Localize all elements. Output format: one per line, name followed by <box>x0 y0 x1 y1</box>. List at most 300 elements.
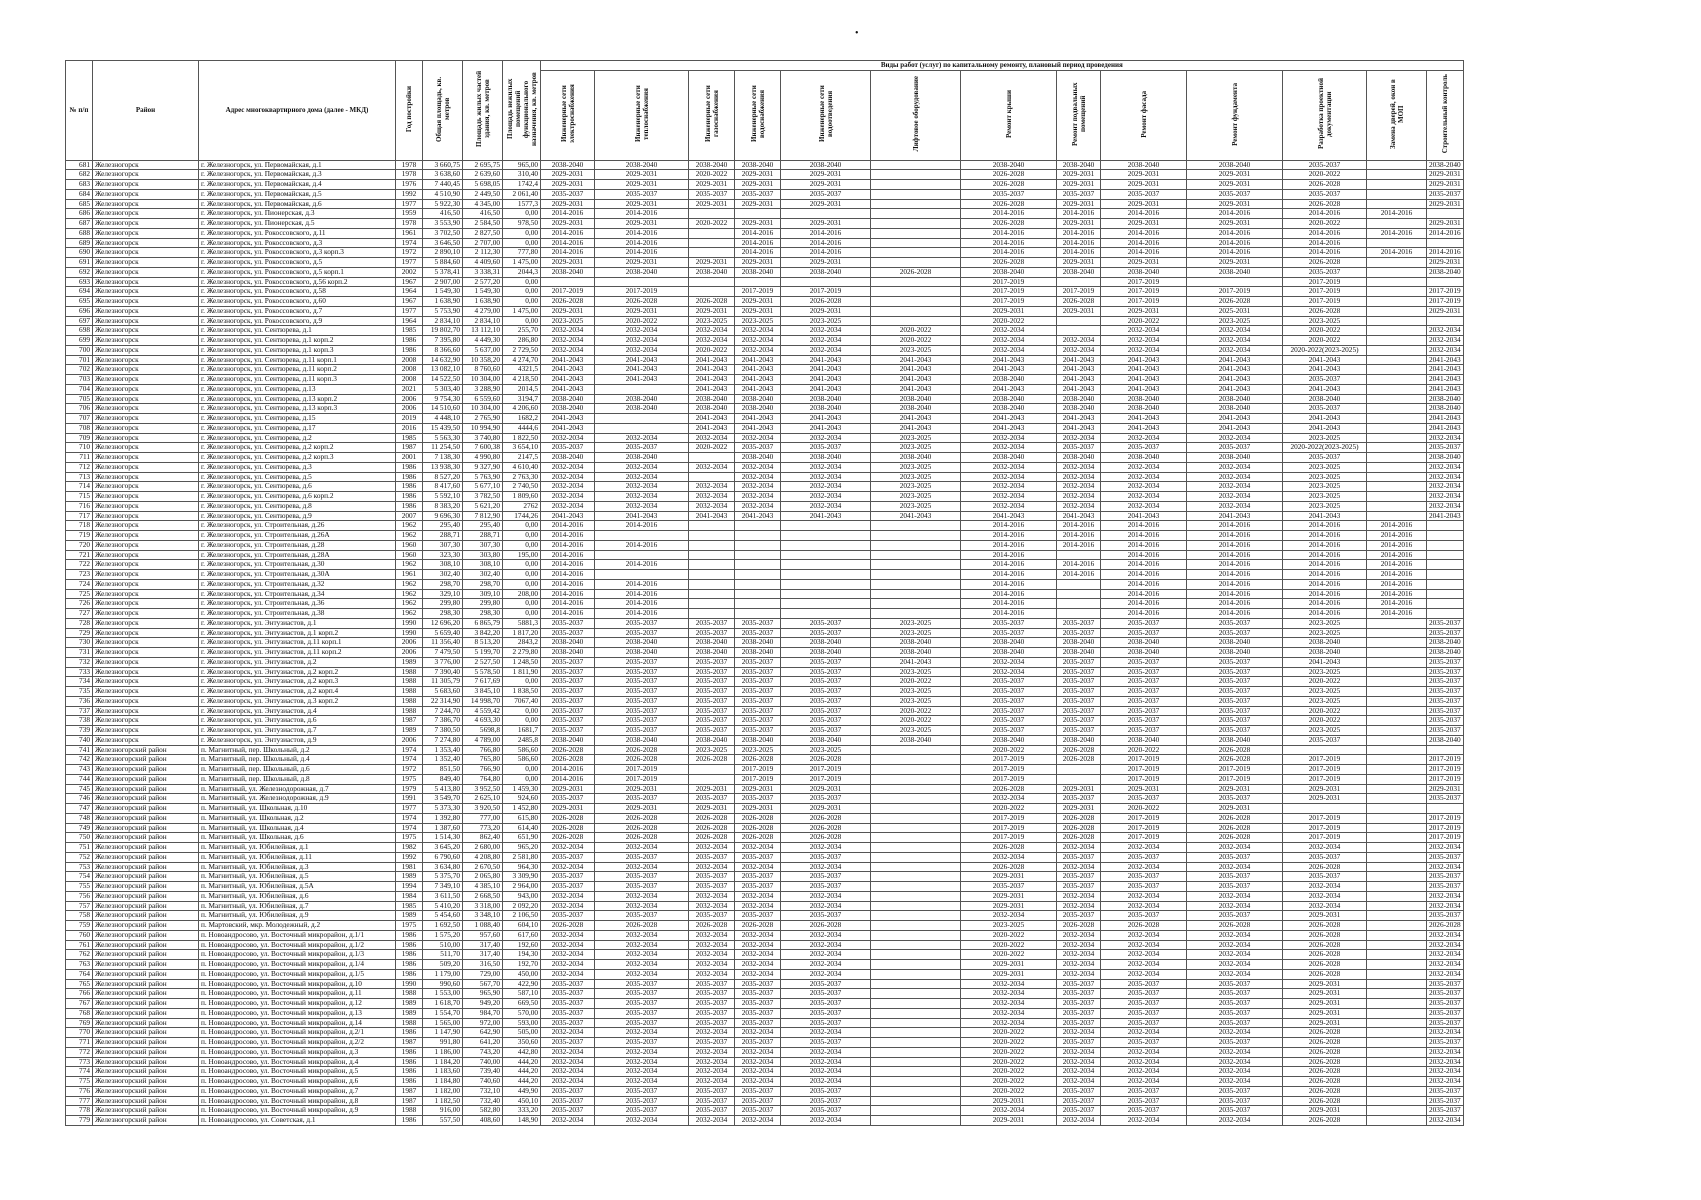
row-work-period: 2032-2034 <box>735 492 781 502</box>
row-work-period: 2029-2031 <box>781 219 871 229</box>
table-row <box>66 882 1464 892</box>
row-work-period: 2035-2037 <box>1101 999 1187 1009</box>
row-work-period: 2026-2028 <box>595 813 689 823</box>
row-work-period: 2035-2037 <box>735 677 781 687</box>
row-work-period: 2014-2016 <box>595 228 689 238</box>
row-work-period: 2029-2031 <box>595 199 689 209</box>
table-row <box>66 735 1464 745</box>
row-work-period: 2014-2016 <box>781 238 871 248</box>
row-area-living: 862,40 <box>463 833 503 843</box>
row-area-nonliving: 192,60 <box>503 940 541 950</box>
row-work-period: 2017-2019 <box>1427 297 1464 307</box>
row-area-living: 1 088,40 <box>463 921 503 931</box>
row-work-period: 2035-2037 <box>1187 989 1283 999</box>
row-address: г. Железногорск, ул. Рокоссовского, д.7 <box>199 306 396 316</box>
row-year: 1974 <box>396 755 423 765</box>
row-number: 743 <box>66 765 93 775</box>
row-number: 744 <box>66 774 93 784</box>
row-area-total: 3 634,80 <box>423 862 463 872</box>
row-work-period <box>1367 745 1427 755</box>
row-area-nonliving: 2 106,50 <box>503 911 541 921</box>
row-number: 692 <box>66 267 93 277</box>
row-area-nonliving: 450,00 <box>503 969 541 979</box>
row-work-period <box>1367 1096 1427 1106</box>
row-work-period: 2032-2034 <box>1187 1057 1283 1067</box>
table-row <box>66 492 1464 502</box>
row-work-period: 2023-2025 <box>1283 492 1367 502</box>
row-work-period: 2032-2034 <box>735 1077 781 1087</box>
row-address: г. Железногорск, ул. Строительная, д.36 <box>199 599 396 609</box>
row-work-period: 2032-2034 <box>781 472 871 482</box>
row-work-period: 2014-2016 <box>1101 609 1187 619</box>
row-work-period <box>871 199 961 209</box>
row-year: 1986 <box>396 1067 423 1077</box>
row-work-period: 2014-2016 <box>541 540 595 550</box>
row-work-period: 2029-2031 <box>1283 999 1367 1009</box>
row-number: 708 <box>66 423 93 433</box>
row-work-period: 2026-2028 <box>1427 921 1464 931</box>
row-work-period: 2035-2037 <box>735 667 781 677</box>
row-work-period: 2041-2043 <box>781 375 871 385</box>
table-row <box>66 238 1464 248</box>
row-work-period: 2035-2037 <box>595 1106 689 1116</box>
row-area-living: 729,00 <box>463 969 503 979</box>
row-area-nonliving: 978,50 <box>503 219 541 229</box>
row-number: 767 <box>66 999 93 1009</box>
table-row <box>66 1047 1464 1057</box>
row-year: 1988 <box>396 706 423 716</box>
row-year: 2006 <box>396 648 423 658</box>
row-area-total: 3 549,70 <box>423 794 463 804</box>
row-work-period: 2035-2037 <box>1057 667 1101 677</box>
row-work-period: 2014-2016 <box>1187 589 1283 599</box>
table-row <box>66 657 1464 667</box>
row-area-living: 732,40 <box>463 1096 503 1106</box>
row-work-period <box>871 979 961 989</box>
row-work-period <box>1367 492 1427 502</box>
row-area-total: 916,00 <box>423 1106 463 1116</box>
row-work-period: 2032-2034 <box>961 336 1057 346</box>
row-work-period: 2032-2034 <box>689 930 735 940</box>
row-area-total: 7 395,80 <box>423 336 463 346</box>
row-work-period: 2032-2034 <box>1187 950 1283 960</box>
row-work-period: 2029-2031 <box>1057 180 1101 190</box>
row-work-period: 2014-2016 <box>1427 228 1464 238</box>
row-district: Железногорский район <box>93 921 199 931</box>
row-address: г. Железногорск, ул. Первомайская, д.5 <box>199 189 396 199</box>
row-work-period: 2038-2040 <box>871 648 961 658</box>
row-work-period: 2032-2034 <box>735 472 781 482</box>
row-work-period: 2032-2034 <box>689 462 735 472</box>
row-area-total: 991,80 <box>423 1038 463 1048</box>
row-address: г. Железногорск, ул. Сентюрева, д.1 <box>199 326 396 336</box>
table-row <box>66 521 1464 531</box>
row-work-period: 2035-2037 <box>735 852 781 862</box>
table-row <box>66 979 1464 989</box>
row-district: Железногорск <box>93 404 199 414</box>
row-area-living: 6 559,60 <box>463 394 503 404</box>
table-row <box>66 989 1464 999</box>
row-year: 2006 <box>396 638 423 648</box>
row-work-period: 2032-2034 <box>781 1067 871 1077</box>
row-number: 715 <box>66 492 93 502</box>
row-address: г. Железногорск, ул. Строительная, д.32 <box>199 579 396 589</box>
row-work-period: 2017-2019 <box>1283 287 1367 297</box>
row-work-period <box>1057 550 1101 560</box>
table-row <box>66 969 1464 979</box>
row-work-period: 2020-2022 <box>871 326 961 336</box>
row-work-period: 2029-2031 <box>1101 199 1187 209</box>
row-number: 716 <box>66 501 93 511</box>
row-work-period: 2032-2034 <box>689 940 735 950</box>
table-row <box>66 794 1464 804</box>
row-district: Железногорский район <box>93 765 199 775</box>
table-row <box>66 160 1464 170</box>
row-district: Железногорск <box>93 560 199 570</box>
row-work-period: 2032-2034 <box>1101 472 1187 482</box>
row-number: 717 <box>66 511 93 521</box>
row-work-period: 2014-2016 <box>595 579 689 589</box>
row-year: 1990 <box>396 979 423 989</box>
row-area-total: 295,40 <box>423 521 463 531</box>
row-district: Железногорск <box>93 550 199 560</box>
table-row <box>66 297 1464 307</box>
row-work-period: 2032-2034 <box>735 501 781 511</box>
row-work-period: 2038-2040 <box>1057 394 1101 404</box>
row-number: 773 <box>66 1057 93 1067</box>
row-work-period: 2032-2034 <box>1283 901 1367 911</box>
row-work-period: 2035-2037 <box>1187 716 1283 726</box>
row-work-period: 2035-2037 <box>1187 677 1283 687</box>
row-number: 757 <box>66 901 93 911</box>
table-row <box>66 628 1464 638</box>
row-year: 2006 <box>396 394 423 404</box>
row-work-period: 2014-2016 <box>541 774 595 784</box>
row-address: п. Магнитный, пер. Школьный, д.4 <box>199 755 396 765</box>
row-district: Железногорск <box>93 248 199 258</box>
row-year: 1992 <box>396 852 423 862</box>
row-work-period: 2032-2034 <box>1427 843 1464 853</box>
row-district: Железногорск <box>93 492 199 502</box>
row-work-period: 2032-2034 <box>689 843 735 853</box>
row-work-period: 2035-2037 <box>1427 882 1464 892</box>
row-work-period: 2032-2034 <box>961 345 1057 355</box>
row-work-period: 2032-2034 <box>595 433 689 443</box>
row-work-period: 2035-2037 <box>1057 657 1101 667</box>
row-area-nonliving: 777,80 <box>503 248 541 258</box>
row-work-period: 2041-2043 <box>1057 375 1101 385</box>
row-work-period: 2035-2037 <box>1427 726 1464 736</box>
row-address: г. Железногорск, ул. Энтузиастов, д.1 <box>199 618 396 628</box>
table-row <box>66 375 1464 385</box>
row-address: г. Железногорск, ул. Строительная, д.28А <box>199 550 396 560</box>
row-work-period: 2029-2031 <box>541 199 595 209</box>
row-work-period: 2038-2040 <box>689 648 735 658</box>
row-work-period: 2032-2034 <box>595 482 689 492</box>
row-work-period: 2035-2037 <box>1427 1086 1464 1096</box>
row-number: 726 <box>66 599 93 609</box>
row-work-period: 2035-2037 <box>1427 872 1464 882</box>
row-work-period: 2014-2016 <box>541 765 595 775</box>
row-work-period: 2032-2034 <box>1187 326 1283 336</box>
row-work-period: 2032-2034 <box>689 891 735 901</box>
row-area-total: 7 138,30 <box>423 453 463 463</box>
row-area-living: 5 637,00 <box>463 345 503 355</box>
row-work-period: 2014-2016 <box>1283 531 1367 541</box>
header-works-group: Виды работ (услуг) по капитальному ремонту, плановый период проведения <box>541 61 1464 71</box>
row-area-living: 7 617,69 <box>463 677 503 687</box>
row-work-period: 2032-2034 <box>689 1116 735 1126</box>
row-work-period: 2020-2022 <box>1283 716 1367 726</box>
row-area-living: 732,10 <box>463 1086 503 1096</box>
row-area-nonliving: 2485,8 <box>503 735 541 745</box>
row-work-period: 2041-2043 <box>1057 355 1101 365</box>
row-address: п. Новоандросово, ул. Восточный микрорайон, д.12 <box>199 999 396 1009</box>
row-work-period: 2026-2028 <box>1283 1028 1367 1038</box>
row-work-period <box>1367 852 1427 862</box>
row-work-period: 2026-2028 <box>735 755 781 765</box>
row-area-total: 5 659,40 <box>423 628 463 638</box>
row-work-period <box>781 521 871 531</box>
row-work-period: 2032-2034 <box>541 1047 595 1057</box>
row-work-period: 2035-2037 <box>781 794 871 804</box>
row-work-period: 2032-2034 <box>1057 1047 1101 1057</box>
row-area-living: 2 527,50 <box>463 657 503 667</box>
row-work-period <box>689 609 735 619</box>
row-work-period: 2032-2034 <box>1427 326 1464 336</box>
row-work-period <box>595 423 689 433</box>
row-work-period: 2014-2016 <box>1187 238 1283 248</box>
row-work-period: 2035-2037 <box>595 1096 689 1106</box>
row-area-living: 739,40 <box>463 1067 503 1077</box>
row-work-period: 2038-2040 <box>541 404 595 414</box>
row-area-living: 4 345,00 <box>463 199 503 209</box>
row-district: Железногорск <box>93 414 199 424</box>
row-year: 1960 <box>396 550 423 560</box>
row-work-period <box>735 521 781 531</box>
row-work-period: 2026-2028 <box>961 199 1057 209</box>
row-work-period: 2035-2037 <box>595 706 689 716</box>
row-year: 1985 <box>396 433 423 443</box>
row-work-period: 2029-2031 <box>1101 306 1187 316</box>
row-year: 1986 <box>396 462 423 472</box>
row-area-living: 4 559,42 <box>463 706 503 716</box>
row-work-period: 2035-2037 <box>1187 999 1283 1009</box>
row-number: 729 <box>66 628 93 638</box>
row-number: 777 <box>66 1096 93 1106</box>
row-work-period <box>1367 287 1427 297</box>
row-work-period: 2035-2037 <box>735 872 781 882</box>
row-area-total: 307,30 <box>423 540 463 550</box>
row-work-period: 2023-2025 <box>735 316 781 326</box>
row-work-period: 2014-2016 <box>541 560 595 570</box>
row-area-nonliving: 148,90 <box>503 1116 541 1126</box>
row-work-period: 2023-2025 <box>871 492 961 502</box>
row-work-period <box>1427 579 1464 589</box>
row-year: 1962 <box>396 521 423 531</box>
row-work-period <box>1367 375 1427 385</box>
row-work-period: 2029-2031 <box>595 784 689 794</box>
table-row <box>66 774 1464 784</box>
row-work-period: 2035-2037 <box>781 1096 871 1106</box>
row-work-period: 2035-2037 <box>595 726 689 736</box>
row-work-period: 2035-2037 <box>961 696 1057 706</box>
row-work-period: 2035-2037 <box>541 657 595 667</box>
row-work-period <box>1367 384 1427 394</box>
row-area-total: 2 890,10 <box>423 248 463 258</box>
row-work-period: 2035-2037 <box>961 628 1057 638</box>
row-address: г. Железногорск, ул. Сентюрева, д.2 корп.3 <box>199 453 396 463</box>
row-work-period: 2032-2034 <box>1427 940 1464 950</box>
row-number: 728 <box>66 618 93 628</box>
row-district: Железногорск <box>93 326 199 336</box>
row-area-nonliving: 0,00 <box>503 209 541 219</box>
row-work-period: 2035-2037 <box>541 677 595 687</box>
row-work-period: 2041-2043 <box>689 365 735 375</box>
row-work-period: 2032-2034 <box>1057 1057 1101 1067</box>
row-work-period <box>1367 1106 1427 1116</box>
row-work-period: 2020-2022 <box>1283 677 1367 687</box>
row-area-living: 7 812,90 <box>463 511 503 521</box>
row-work-period: 2014-2016 <box>541 248 595 258</box>
row-work-period: 2026-2028 <box>961 170 1057 180</box>
row-work-period: 2035-2037 <box>961 726 1057 736</box>
row-work-period: 2029-2031 <box>1057 258 1101 268</box>
row-area-total: 302,40 <box>423 570 463 580</box>
row-district: Железногорск <box>93 648 199 658</box>
row-work-period: 2020-2022 <box>689 345 735 355</box>
row-area-total: 1 184,20 <box>423 1057 463 1067</box>
row-work-period <box>595 570 689 580</box>
row-work-period: 2026-2028 <box>595 823 689 833</box>
row-year: 1975 <box>396 921 423 931</box>
row-work-period: 2035-2037 <box>595 872 689 882</box>
row-area-total: 5 373,30 <box>423 804 463 814</box>
row-district: Железногорский район <box>93 1057 199 1067</box>
row-work-period: 2032-2034 <box>595 1047 689 1057</box>
row-work-period <box>871 1038 961 1048</box>
row-address: г. Железногорск, ул. Пионерская, д.3 <box>199 209 396 219</box>
row-work-period: 2035-2037 <box>1057 628 1101 638</box>
row-area-total: 6 790,60 <box>423 852 463 862</box>
row-work-period: 2029-2031 <box>735 180 781 190</box>
row-area-living: 5 677,10 <box>463 482 503 492</box>
row-work-period: 2032-2034 <box>1101 345 1187 355</box>
row-work-period: 2035-2037 <box>689 911 735 921</box>
row-area-living: 4 385,10 <box>463 882 503 892</box>
row-address: п. Новоандросово, ул. Советская, д.1 <box>199 1116 396 1126</box>
row-work-period: 2026-2028 <box>1283 306 1367 316</box>
row-work-period <box>1427 209 1464 219</box>
row-address: г. Железногорск, ул. Сентюрева, д.13 <box>199 384 396 394</box>
header-number: № п/п <box>66 61 93 161</box>
row-work-period: 2038-2040 <box>961 394 1057 404</box>
row-work-period <box>595 550 689 560</box>
row-work-period: 2035-2037 <box>1427 657 1464 667</box>
row-work-period: 2017-2019 <box>1187 287 1283 297</box>
row-work-period: 2035-2037 <box>689 657 735 667</box>
row-work-period: 2014-2016 <box>781 248 871 258</box>
row-work-period: 2032-2034 <box>1427 482 1464 492</box>
row-work-period: 2035-2037 <box>1187 1018 1283 1028</box>
row-work-period: 2032-2034 <box>1187 472 1283 482</box>
row-work-period: 2026-2028 <box>1283 1067 1367 1077</box>
row-work-period: 2032-2034 <box>961 999 1057 1009</box>
row-address: п. Магнитный, ул. Железнодорожная, д.9 <box>199 794 396 804</box>
row-work-period: 2035-2037 <box>689 687 735 697</box>
row-work-period: 2035-2037 <box>735 657 781 667</box>
row-area-living: 2 112,30 <box>463 248 503 258</box>
row-work-period: 2035-2037 <box>781 618 871 628</box>
row-work-period: 2014-2016 <box>1283 560 1367 570</box>
row-area-living: 5 199,70 <box>463 648 503 658</box>
row-work-period: 2023-2025 <box>961 921 1057 931</box>
row-work-period: 2032-2034 <box>1101 940 1187 950</box>
row-work-period: 2026-2028 <box>781 921 871 931</box>
row-district: Железногорский район <box>93 804 199 814</box>
row-work-period: 2032-2034 <box>1187 940 1283 950</box>
row-work-period: 2029-2031 <box>1187 219 1283 229</box>
row-area-living: 6 865,79 <box>463 618 503 628</box>
row-work-period <box>871 1116 961 1126</box>
row-work-period: 2035-2037 <box>595 657 689 667</box>
row-work-period: 2014-2016 <box>1367 589 1427 599</box>
row-work-period: 2035-2037 <box>689 726 735 736</box>
row-year: 2019 <box>396 414 423 424</box>
row-work-period: 2032-2034 <box>781 326 871 336</box>
row-work-period: 2020-2022 <box>961 950 1057 960</box>
row-work-period: 2032-2034 <box>689 482 735 492</box>
row-work-period: 2032-2034 <box>541 1067 595 1077</box>
row-work-period: 2035-2037 <box>689 872 735 882</box>
row-work-period: 2014-2016 <box>1283 599 1367 609</box>
row-work-period: 2017-2019 <box>961 823 1057 833</box>
row-work-period: 2014-2016 <box>1187 570 1283 580</box>
row-work-period <box>689 531 735 541</box>
row-work-period: 2014-2016 <box>541 238 595 248</box>
row-year: 1960 <box>396 540 423 550</box>
row-work-period: 2035-2037 <box>1187 872 1283 882</box>
row-work-period <box>1367 267 1427 277</box>
row-work-period: 2035-2037 <box>595 1038 689 1048</box>
row-work-period: 2023-2025 <box>781 745 871 755</box>
row-work-period: 2032-2034 <box>781 482 871 492</box>
row-work-period: 2032-2034 <box>1101 930 1187 940</box>
row-address: г. Железногорск, ул. Энтузиастов, д.11 корп.2 <box>199 648 396 658</box>
row-work-period: 2032-2034 <box>689 501 735 511</box>
row-work-period: 2032-2034 <box>595 969 689 979</box>
row-work-period: 2038-2040 <box>781 160 871 170</box>
row-work-period: 2035-2037 <box>541 726 595 736</box>
table-row <box>66 423 1464 433</box>
row-work-period: 2017-2019 <box>961 833 1057 843</box>
row-work-period <box>871 774 961 784</box>
row-work-period: 2014-2016 <box>735 228 781 238</box>
row-district: Железногорск <box>93 501 199 511</box>
row-area-living: 2 625,10 <box>463 794 503 804</box>
row-area-total: 1 353,40 <box>423 745 463 755</box>
row-work-period: 2020-2022 <box>689 219 735 229</box>
row-work-period: 2035-2037 <box>595 687 689 697</box>
row-work-period <box>1367 1077 1427 1087</box>
row-work-period: 2035-2037 <box>541 696 595 706</box>
row-work-period: 2014-2016 <box>961 570 1057 580</box>
row-address: г. Железногорск, ул. Сентюрева, д.3 <box>199 462 396 472</box>
row-work-period <box>871 930 961 940</box>
row-work-period: 2032-2034 <box>595 472 689 482</box>
row-number: 749 <box>66 823 93 833</box>
row-work-period: 2032-2034 <box>781 1077 871 1087</box>
